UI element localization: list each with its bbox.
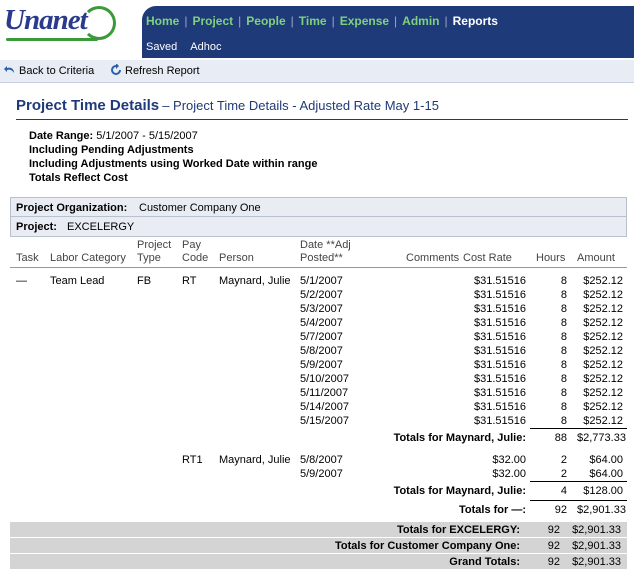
table-row xyxy=(10,400,627,414)
comments-cell xyxy=(400,344,457,358)
pay-code-cell xyxy=(176,400,213,414)
cost-rate-cell: $31.51516 xyxy=(474,275,526,287)
amount-cell: $252.12 xyxy=(571,414,627,429)
task-cell xyxy=(10,386,44,400)
amount-cell: $252.12 xyxy=(583,317,623,329)
task-cell xyxy=(10,316,44,330)
pay-code-cell xyxy=(176,467,213,482)
refresh-report-button[interactable] xyxy=(110,64,200,77)
col-hours: Hours xyxy=(530,237,571,268)
table-row xyxy=(10,386,627,400)
project-organization-header xyxy=(10,197,627,217)
table-row xyxy=(10,453,627,467)
cost-rate-cell: $31.51516 xyxy=(474,387,526,399)
labor-category-cell xyxy=(44,400,131,414)
task-cell xyxy=(10,372,44,386)
date-range-label: Date Range: xyxy=(29,130,94,142)
amount-cell: $64.00 xyxy=(589,454,623,466)
cost-rate-cell: $31.51516 xyxy=(474,303,526,315)
summary-amount: $2,901.33 xyxy=(572,556,621,568)
pay-code-cell xyxy=(176,316,213,330)
pay-code-cell xyxy=(176,414,213,429)
project-label: Project: xyxy=(16,221,57,233)
task-cell: — xyxy=(16,275,27,287)
person-cell xyxy=(213,386,294,400)
project-type-cell xyxy=(131,386,176,400)
project-type-cell xyxy=(131,316,176,330)
subtotal-amount: $128.00 xyxy=(571,482,627,501)
date-cell: 5/15/2007 xyxy=(300,415,349,428)
hours-cell: 8 xyxy=(560,387,567,399)
hours-cell: 8 xyxy=(560,275,567,287)
col-person: Person xyxy=(213,237,294,268)
time-details-table xyxy=(10,237,627,519)
comments-cell xyxy=(400,358,457,372)
date-cell: 5/14/2007 xyxy=(300,401,349,413)
project-type-cell xyxy=(131,302,176,316)
date-cell: 5/10/2007 xyxy=(300,373,349,385)
person-cell xyxy=(213,330,294,344)
labor-category-cell xyxy=(44,330,131,344)
unanet-logo[interactable] xyxy=(0,0,142,58)
comments-cell xyxy=(400,288,457,302)
summary-total-bar xyxy=(10,522,627,538)
comments-cell xyxy=(400,453,457,467)
cost-rate-cell: $31.51516 xyxy=(474,317,526,329)
cost-rate-cell: $31.51516 xyxy=(474,345,526,357)
cost-rate-cell: $31.51516 xyxy=(474,289,526,301)
task-total-amount: $2,901.33 xyxy=(577,504,626,516)
project-value: EXCELERGY xyxy=(67,221,135,233)
summary-label: Totals for Customer Company One: xyxy=(335,540,520,552)
task-cell xyxy=(10,467,44,482)
summary-total-bar xyxy=(10,554,627,570)
col-task: Task xyxy=(10,237,44,268)
task-cell xyxy=(10,358,44,372)
comments-cell xyxy=(400,400,457,414)
project-type-cell xyxy=(131,344,176,358)
comments-cell xyxy=(400,372,457,386)
hours-cell: 8 xyxy=(530,414,571,429)
table-row xyxy=(10,288,627,302)
person-cell xyxy=(213,400,294,414)
comments-cell xyxy=(400,302,457,316)
task-cell xyxy=(10,288,44,302)
subtotal-label: Totals for Maynard, Julie: xyxy=(393,485,526,497)
pay-code-cell xyxy=(176,386,213,400)
table-row xyxy=(10,358,627,372)
summary-amount: $2,901.33 xyxy=(572,540,621,552)
labor-category-cell xyxy=(44,344,131,358)
page-subtitle: – Project Time Details - Adjusted Rate May 1-15 xyxy=(162,98,439,113)
task-cell xyxy=(10,344,44,358)
col-date: Date **Adj Posted** xyxy=(294,237,400,268)
logo-swoosh-icon xyxy=(82,6,116,40)
date-range-value: 5/1/2007 - 5/15/2007 xyxy=(96,130,198,142)
nav-people[interactable]: People xyxy=(246,14,286,28)
top-header xyxy=(0,0,634,58)
subtotal-row xyxy=(10,482,627,501)
report-toolbar xyxy=(0,60,634,83)
table-row xyxy=(10,372,627,386)
cost-rate-cell: $31.51516 xyxy=(474,415,526,428)
col-labor-category: Labor Category xyxy=(44,237,131,268)
date-cell: 5/1/2007 xyxy=(300,275,343,287)
comments-cell xyxy=(400,414,457,429)
comments-cell xyxy=(400,467,457,482)
task-cell xyxy=(10,414,44,429)
person-cell xyxy=(213,467,294,482)
title-divider xyxy=(16,119,628,120)
refresh-report-label: Refresh Report xyxy=(125,65,200,77)
amount-cell: $252.12 xyxy=(583,401,623,413)
summary-hours: 92 xyxy=(547,556,560,568)
hours-cell: 8 xyxy=(560,289,567,301)
pay-code-cell xyxy=(176,358,213,372)
col-comments: Comments xyxy=(400,237,457,268)
table-row xyxy=(10,467,627,482)
table-row xyxy=(10,344,627,358)
date-cell: 5/9/2007 xyxy=(300,359,343,371)
report-criteria xyxy=(29,129,317,185)
org-value: Customer Company One xyxy=(139,202,261,214)
logo-underline xyxy=(6,38,98,41)
labor-category-cell xyxy=(44,358,131,372)
table-row xyxy=(10,414,627,429)
pay-code-cell xyxy=(176,302,213,316)
cost-rate-cell: $31.51516 xyxy=(474,401,526,413)
project-type-cell xyxy=(131,330,176,344)
task-total-hours: 92 xyxy=(554,504,567,516)
project-type-cell xyxy=(131,358,176,372)
nav-project[interactable]: Project xyxy=(192,14,234,28)
table-row xyxy=(10,302,627,316)
col-cost-rate: Cost Rate xyxy=(457,237,530,268)
person-cell: Maynard, Julie xyxy=(219,275,291,287)
amount-cell: $64.00 xyxy=(571,467,627,482)
pay-code-cell xyxy=(176,372,213,386)
person-cell xyxy=(213,316,294,330)
hours-cell: 8 xyxy=(560,345,567,357)
labor-category-cell xyxy=(44,302,131,316)
person-cell xyxy=(213,344,294,358)
labor-category-cell xyxy=(44,386,131,400)
amount-cell: $252.12 xyxy=(583,275,623,287)
table-header-row xyxy=(10,237,627,268)
date-cell: 5/2/2007 xyxy=(300,289,343,301)
date-cell: 5/8/2007 xyxy=(300,454,343,466)
amount-cell: $252.12 xyxy=(583,387,623,399)
hours-cell: 8 xyxy=(560,359,567,371)
person-cell xyxy=(213,414,294,429)
criteria-pending: Including Pending Adjustments xyxy=(29,144,194,156)
labor-category-cell xyxy=(44,288,131,302)
subnav-adhoc[interactable]: Adhoc xyxy=(190,41,222,53)
comments-cell xyxy=(400,386,457,400)
criteria-cost: Totals Reflect Cost xyxy=(29,172,128,184)
summary-hours: 92 xyxy=(547,540,560,552)
project-type-cell xyxy=(131,372,176,386)
table-row xyxy=(10,274,627,288)
col-project-type: Project Type xyxy=(131,237,176,268)
nav-expense[interactable]: Expense xyxy=(339,14,390,28)
labor-category-cell xyxy=(44,316,131,330)
pay-code-cell xyxy=(176,288,213,302)
person-cell: Maynard, Julie xyxy=(219,454,291,466)
report-title xyxy=(16,97,439,114)
subtotal-amount: $2,773.33 xyxy=(577,432,626,444)
person-cell xyxy=(213,302,294,316)
nav-admin[interactable]: Admin xyxy=(402,14,440,28)
main-nav: Home | Project | People | Time | Expense | Admin | Reports xyxy=(142,6,634,36)
table-row xyxy=(10,330,627,344)
comments-cell xyxy=(400,330,457,344)
cost-rate-cell: $32.00 xyxy=(492,454,526,466)
summary-total-bar xyxy=(10,538,627,554)
date-cell: 5/3/2007 xyxy=(300,303,343,315)
amount-cell: $252.12 xyxy=(583,289,623,301)
amount-cell: $252.12 xyxy=(583,359,623,371)
project-type-cell: FB xyxy=(137,275,152,287)
hours-cell: 8 xyxy=(560,401,567,413)
nav-home[interactable]: Home xyxy=(146,14,180,28)
nav-reports[interactable]: Reports xyxy=(452,14,498,28)
summary-label: Grand Totals: xyxy=(449,556,520,568)
task-cell xyxy=(10,453,44,467)
subtotal-label: Totals for Maynard, Julie: xyxy=(393,431,526,444)
task-cell xyxy=(10,302,44,316)
subtotal-hours: 4 xyxy=(530,482,571,501)
cost-rate-cell: $31.51516 xyxy=(474,373,526,385)
project-type-cell xyxy=(131,288,176,302)
date-cell: 5/4/2007 xyxy=(300,317,343,329)
refresh-icon xyxy=(110,64,122,76)
sub-nav xyxy=(142,36,634,58)
back-to-criteria-button[interactable] xyxy=(4,64,94,77)
pay-code-cell xyxy=(176,344,213,358)
date-cell: 5/9/2007 xyxy=(300,468,343,481)
amount-cell: $252.12 xyxy=(583,331,623,343)
comments-cell xyxy=(400,316,457,330)
org-label: Project Organization: xyxy=(16,202,128,214)
back-to-criteria-label: Back to Criteria xyxy=(19,65,95,77)
subtotal-hours: 88 xyxy=(554,432,567,444)
hours-cell: 8 xyxy=(560,303,567,315)
date-cell: 5/8/2007 xyxy=(300,345,343,357)
project-type-cell xyxy=(131,414,176,429)
col-pay-code: Pay Code xyxy=(176,237,213,268)
person-cell xyxy=(213,288,294,302)
hours-cell: 2 xyxy=(560,454,567,466)
hours-cell: 2 xyxy=(530,467,571,482)
criteria-worked-date: Including Adjustments using Worked Date within range xyxy=(29,158,318,170)
person-cell xyxy=(213,358,294,372)
labor-category-cell: Team Lead xyxy=(50,275,105,287)
pay-code-cell: RT xyxy=(182,275,197,287)
hours-cell: 8 xyxy=(560,331,567,343)
amount-cell: $252.12 xyxy=(583,303,623,315)
subtotal-row xyxy=(10,429,627,448)
amount-cell: $252.12 xyxy=(583,373,623,385)
cost-rate-cell: $32.00 xyxy=(492,468,526,481)
col-amount: Amount xyxy=(571,237,627,268)
comments-cell xyxy=(400,274,457,288)
logo-text: Unanet xyxy=(4,4,87,36)
labor-category-cell xyxy=(44,467,131,482)
task-total-row xyxy=(10,501,627,520)
person-cell xyxy=(213,372,294,386)
page-title: Project Time Details xyxy=(16,97,160,114)
labor-category-cell xyxy=(44,453,131,467)
project-type-cell xyxy=(131,453,176,467)
task-total-label: Totals for —: xyxy=(458,503,526,516)
date-cell: 5/11/2007 xyxy=(300,387,349,399)
summary-hours: 92 xyxy=(547,524,560,536)
pay-code-cell xyxy=(176,330,213,344)
nav-time[interactable]: Time xyxy=(298,14,327,28)
task-cell xyxy=(10,330,44,344)
project-header xyxy=(10,217,627,237)
task-cell xyxy=(10,400,44,414)
subnav-saved[interactable]: Saved xyxy=(146,41,178,53)
labor-category-cell xyxy=(44,372,131,386)
labor-category-cell xyxy=(44,414,131,429)
cost-rate-cell: $31.51516 xyxy=(474,359,526,371)
summary-amount: $2,901.33 xyxy=(572,524,621,536)
summary-label: Totals for EXCELERGY: xyxy=(396,524,520,536)
table-row xyxy=(10,316,627,330)
date-cell: 5/7/2007 xyxy=(300,331,343,343)
cost-rate-cell: $31.51516 xyxy=(474,331,526,343)
project-type-cell xyxy=(131,400,176,414)
project-type-cell xyxy=(131,467,176,482)
back-arrow-icon xyxy=(4,64,16,76)
hours-cell: 8 xyxy=(560,317,567,329)
amount-cell: $252.12 xyxy=(583,345,623,357)
hours-cell: 8 xyxy=(560,373,567,385)
pay-code-cell: RT1 xyxy=(182,454,203,466)
